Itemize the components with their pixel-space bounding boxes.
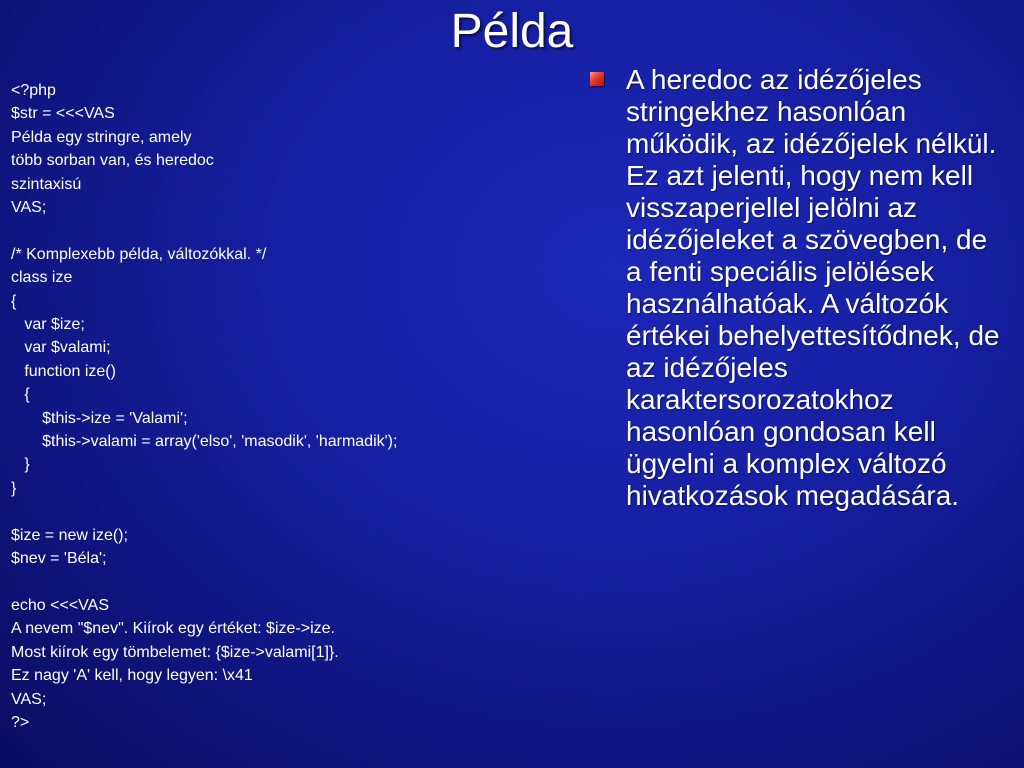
code-line: <?php — [11, 82, 56, 99]
code-line: { — [11, 292, 17, 310]
code-line — [11, 500, 551, 523]
bullet-item — [588, 64, 1008, 512]
code-line: ?> — [11, 713, 30, 731]
code-line: var $ize; — [11, 316, 85, 334]
code-line: var $valami; — [11, 339, 111, 357]
code-line — [11, 219, 551, 242]
code-line: VAS; — [11, 690, 47, 708]
code-line: } — [11, 456, 30, 474]
code-line: echo <<<VAS — [11, 596, 109, 614]
code-line: /* Komplexebb példa, változókkal. */ — [11, 245, 267, 263]
code-line: A nevem "$nev". Kiírok egy értéket: $ize->ize. — [11, 620, 335, 638]
code-line: $this->valami = array('elso', 'masodik', 'harmadik'); — [11, 433, 398, 451]
code-line: Példa egy stringre, amely — [11, 128, 192, 146]
code-line: szintaxisú — [11, 175, 82, 193]
square-bullet-icon — [590, 72, 604, 86]
code-line: Most kiírok egy tömbelemet: {$ize->valami[1]}. — [11, 643, 339, 661]
bullet-list — [588, 64, 1008, 512]
code-line: { — [11, 386, 30, 404]
bullet-text: A heredoc az idézőjeles stringekhez hasonlóan működik, az idézőjelek nélkül. Ez azt jelenti, hogy nem kell visszaperjellel jelölni az idézőjeleket a szövegben, de a fenti speciális jelölések használhatóak. A változók értékei behelyettesítődnek, de az idézőjeles karaktersorozatokhoz hasonlóan gondosan kell ügyelni a komplex változó hivatkozások megadására. — [626, 64, 1000, 511]
code-line: } — [11, 479, 17, 497]
code-line: $this->ize = 'Valami'; — [11, 409, 188, 427]
code-line: több sorban van, és heredoc — [11, 152, 214, 170]
slide-title: Példa — [450, 5, 574, 58]
php-code-block — [11, 79, 551, 734]
code-line: $nev = 'Béla'; — [11, 550, 107, 568]
code-line: Ez nagy 'A' kell, hogy legyen: \x41 — [11, 667, 253, 685]
code-line: function ize() — [11, 362, 116, 380]
code-line: $str = <<<VAS — [11, 105, 115, 123]
code-line: $ize = new ize(); — [11, 526, 128, 544]
code-line: class ize — [11, 269, 73, 287]
code-line: VAS; — [11, 199, 47, 217]
code-line — [11, 571, 551, 594]
